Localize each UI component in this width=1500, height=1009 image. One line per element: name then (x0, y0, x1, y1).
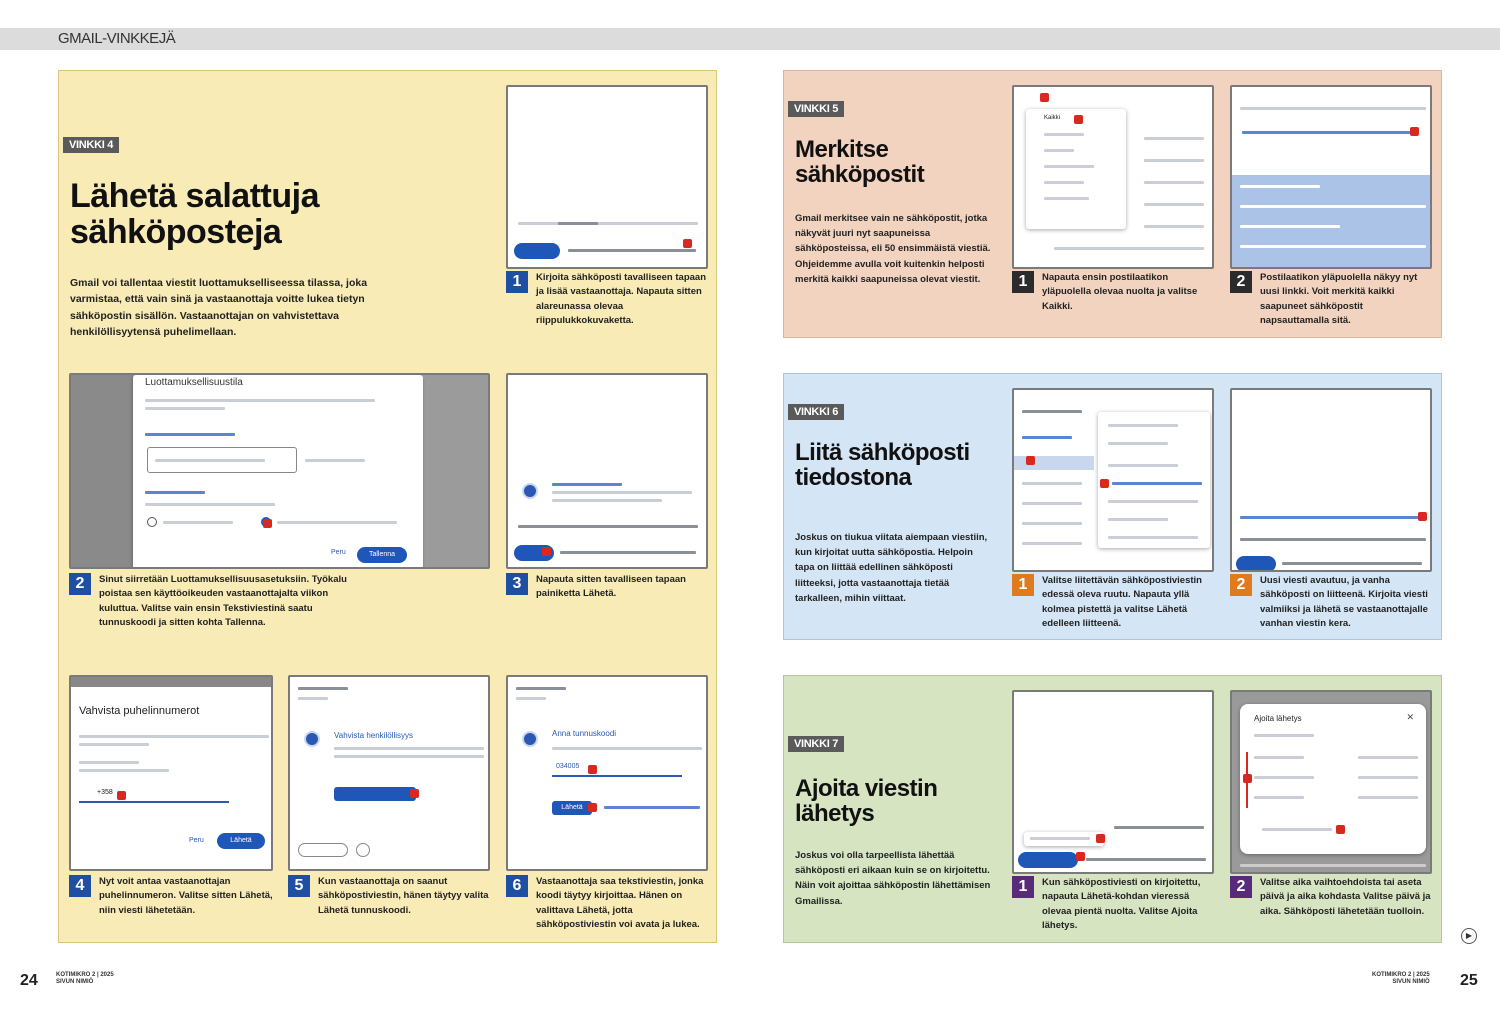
tip4-step-3 (506, 573, 708, 602)
tip5-screenshot-select (1012, 85, 1214, 269)
tip4-step-5 (288, 875, 490, 918)
tip7-step-2 (1230, 876, 1432, 919)
step-number: 2 (1230, 271, 1252, 293)
step-text: Napauta ensin postilaatikon yläpuolella olevaa nuolta ja valitse Kaikki. (1042, 272, 1198, 312)
send-button[interactable] (1236, 556, 1276, 572)
select-menu (1026, 109, 1126, 229)
tip7-screenshot-compose (1012, 690, 1214, 874)
send-button[interactable]: Lähetä (217, 833, 265, 849)
tip4-screenshot-compose (506, 85, 708, 269)
tip7-screenshot-schedule (1230, 690, 1432, 874)
tip6-tag: VINKKI 6 (788, 404, 844, 420)
tip5-step-1 (1012, 271, 1214, 314)
step-text: Nyt voit antaa vastaanottajan puhelinnumeron. Valitse sitten Lähetä, niin viesti lähetetään. (99, 876, 273, 916)
step-number: 4 (69, 875, 91, 897)
step-text: Vastaanottaja saa tekstiviestin, jonka koodi täytyy kirjoittaa. Hänen on valittava Lähetä, jotta sähköpostiviestin voi avata ja lukea. (536, 876, 704, 930)
section-bar (0, 28, 1500, 50)
step-text: Napauta sitten tavalliseen tapaan painiketta Lähetä. (536, 574, 686, 600)
tip4-screenshot-code (506, 675, 708, 871)
page-number-right: 25 (1460, 972, 1478, 989)
cancel-link[interactable]: Peru (189, 837, 204, 844)
tip6-lead: Joskus on tiukua viitata aiempaan viestiin, kun kirjoitat uutta sähköpostia. Helpoin tapa on liittää edellinen sähköposti liitteeksi, jotta vastaanottaja tietää tarkalleen, mihin viittaat. (795, 532, 988, 604)
tip4-step-6 (506, 875, 708, 932)
step-text: Postilaatikon yläpuolella näkyy nyt uusi linkki. Voit merkitä kaikki saapuneet sähköpostit napsauttamalla sitä. (1260, 272, 1418, 326)
tip4-step-4 (69, 875, 273, 918)
tip5-tag: VINKKI 5 (788, 101, 844, 117)
step-text: Valitse liitettävän sähköpostiviestin edessä oleva ruutu. Napauta yllä kolmea pistettä ja valitse Lähetä edelleen liitteenä. (1042, 575, 1202, 629)
enter-code-title: Anna tunnuskoodi (552, 729, 617, 738)
schedule-send-option[interactable] (1024, 832, 1104, 846)
emoji-button[interactable] (356, 843, 370, 857)
step-number: 2 (69, 573, 91, 595)
cancel-link[interactable]: Peru (331, 549, 346, 556)
tip4-lead: Gmail voi tallentaa viestit luottamukselliseessa tilassa, joka varmistaa, että vain sinä ja vastaanottaja voitte lukea tietyn sähköpostin sisällön. Vastaanottajan on vahvistettava henkilöllisyytensä puhelimellaan. (70, 277, 368, 338)
tip6-title: Liitä sähköposti tiedostona (795, 439, 970, 492)
phone-dialog-title: Vahvista puhelinnumerot (79, 705, 200, 717)
schedule-dialog (1240, 704, 1426, 854)
step-number: 1 (506, 271, 528, 293)
step-text: Kun sähköpostiviesti on kirjoitettu, napauta Lähetä-kohdan vieressä olevaa pientä nuolta. Valitse Ajoita lähetys. (1042, 877, 1201, 931)
tip5-lead: Gmail merkitsee vain ne sähköpostit, jotka näkyvät juuri nyt saapuneissa sähköposteissa, eli 50 ensimmäistä viestiä. Ohjeidemme avulla voit kuitenkin helposti merkitä kaikki saapuneissa olevat viestit. (795, 213, 991, 285)
step-number: 2 (1230, 876, 1252, 898)
tip5-screenshot-select-all (1230, 85, 1432, 269)
verify-title: Vahvista henkilöllisyys (334, 731, 413, 740)
code-input[interactable] (552, 763, 682, 777)
code-value: 034005 (556, 763, 580, 770)
send-code-button[interactable] (334, 787, 416, 801)
tip7-lead: Joskus voi olla tarpeellista lähettää sähköposti eri aikaan kuin se on kirjoitettu. Näin voit ajoittaa sähköpostin lähettämisen Gmailissa. (795, 850, 991, 907)
step-number: 1 (1012, 271, 1034, 293)
schedule-title: Ajoita lähetys (1254, 714, 1302, 723)
tip4-title: Lähetä salattuja sähköposteja (70, 177, 319, 251)
tip5-panel (783, 70, 1442, 338)
step-text: Kirjoita sähköposti tavalliseen tapaan ja lisää vastaanottaja. Napauta sitten alareunassa olevaa riippulukkokuvaketta. (536, 272, 706, 326)
save-button[interactable]: Tallenna (357, 547, 407, 563)
tip6-step-1 (1012, 574, 1214, 631)
marker (683, 239, 692, 248)
tip5-title: Merkitse sähköpostit (795, 136, 925, 189)
tip6-screenshot-forward (1012, 388, 1214, 572)
send-button[interactable]: Lähetä (552, 801, 592, 815)
confidential-dialog (133, 375, 423, 569)
tip7-title: Ajoita viestin lähetys (795, 775, 938, 828)
tip4-step-2 (69, 573, 369, 630)
magazine-footer-left: KOTIMIKRO 2 | 2025 SIVUN NIMIÖ (56, 972, 114, 985)
step-number: 5 (288, 875, 310, 897)
menu-item-all[interactable]: Kaikki (1044, 115, 1061, 121)
magazine-footer-right: KOTIMIKRO 2 | 2025 SIVUN NIMIÖ (1372, 972, 1430, 985)
tip4-tag: VINKKI 4 (63, 137, 119, 153)
section-label: GMAIL-VINKKEJÄ (58, 30, 176, 47)
tip4-screenshot-phone (69, 675, 273, 871)
tip5-step-2 (1230, 271, 1432, 328)
step-number: 6 (506, 875, 528, 897)
step-number: 1 (1012, 876, 1034, 898)
phone-input[interactable] (79, 789, 229, 803)
tip4-step-1 (506, 271, 708, 328)
tip4-screenshot-confidential (69, 373, 490, 569)
radio-no-sms[interactable] (147, 517, 157, 527)
country-code: +358 (97, 789, 113, 796)
tip7-tag: VINKKI 7 (788, 736, 844, 752)
tip4-panel (58, 70, 717, 943)
dialog-title: Luottamuksellisuustila (145, 377, 243, 388)
select-all-link[interactable] (1242, 131, 1412, 134)
step-text: Sinut siirretään Luottamuksellisuusasetuksiin. Työkalu poistaa sen käyttöoikeuden vastaanottajalta viikon kuluttua. Valitse vain ensin Tekstiviestinä saatu tunnuskoodi ja sitten kohta Tallenna. (99, 574, 347, 628)
tip7-panel (783, 675, 1442, 943)
step-number: 3 (506, 573, 528, 595)
page-number-left: 24 (20, 972, 38, 989)
send-button[interactable] (1018, 852, 1078, 868)
tip4-screenshot-verify (288, 675, 490, 871)
tip6-step-2 (1230, 574, 1432, 631)
send-button[interactable] (514, 243, 560, 259)
tip7-step-1 (1012, 876, 1214, 933)
tip6-screenshot-attached (1230, 388, 1432, 572)
tip6-panel (783, 373, 1442, 640)
step-number: 2 (1230, 574, 1252, 596)
next-page-arrow-icon[interactable]: ▶ (1461, 928, 1477, 944)
step-text: Kun vastaanottaja on saanut sähköpostiviestin, hänen täytyy valita Lähetä tunnuskoodi. (318, 876, 489, 916)
forward-as-attachment[interactable] (1112, 482, 1202, 485)
more-menu (1098, 412, 1210, 548)
step-number: 1 (1012, 574, 1034, 596)
reply-button[interactable] (298, 843, 348, 857)
step-text: Valitse aika vaihtoehdoista tai aseta päivä ja aika kohdasta Valitse päivä ja aika. Sähköposti lähetetään tuolloin. (1260, 877, 1431, 917)
pick-date-time[interactable] (1262, 828, 1332, 831)
step-text: Uusi viesti avautuu, ja vanha sähköposti on liitteenä. Kirjoita viesti valmiiksi ja lähetä se vastaanottajalle vanhan viestin kera. (1260, 575, 1428, 629)
tip4-screenshot-lock (506, 373, 708, 569)
close-icon[interactable]: ✕ (1406, 712, 1414, 722)
